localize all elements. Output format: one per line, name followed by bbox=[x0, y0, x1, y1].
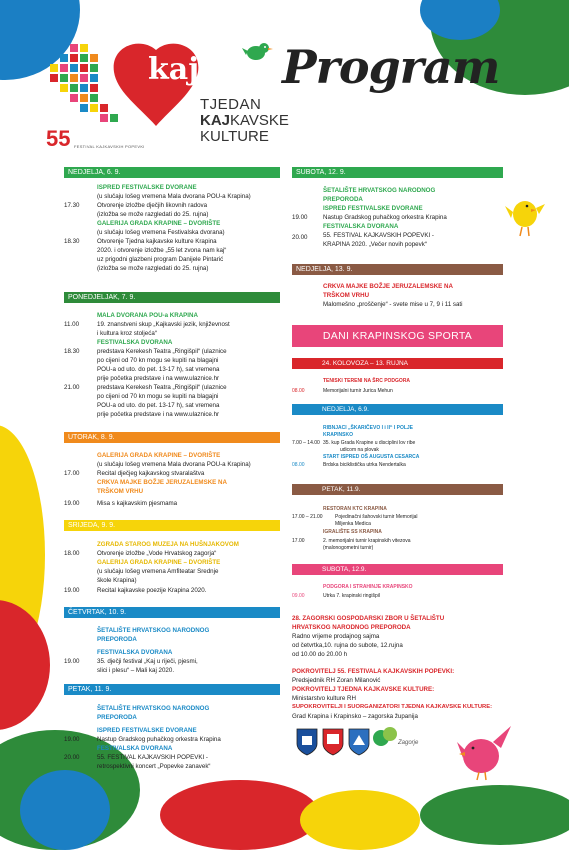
sport-bar-saturday: SUBOTA, 12.9. bbox=[292, 564, 503, 575]
event-time: 17.00 bbox=[292, 538, 305, 544]
venue-text: START ISPRED OŠ AUGUSTA CESARCA bbox=[323, 454, 420, 460]
event-text: Utrka 7. krapinski ringišpil bbox=[323, 593, 380, 599]
event-text: (u slučaju lošeg vremena Mala dvorana POU-a Krapina) bbox=[97, 193, 251, 200]
venue-text: FESTIVALSKA DVORANA bbox=[97, 339, 173, 346]
logo-kavske: KAVSKE bbox=[230, 112, 289, 129]
event-text: Memorijalni turnir Jurica Mehun bbox=[323, 388, 393, 394]
event-time: 19.00 bbox=[64, 587, 80, 594]
sport-days-banner: DANI KRAPINSKOG SPORTA bbox=[292, 325, 503, 347]
event-text: Brdska biciklistička utrka Nendertalka bbox=[323, 462, 406, 468]
event-text: 35. dječji festival „Kaj u riječi, pjesmi, bbox=[97, 658, 198, 665]
day-bar-tuesday: UTORAK, 8. 9. bbox=[64, 432, 280, 443]
venue-text: PREPORODA bbox=[97, 714, 137, 721]
event-text: i kultura kroz stoljeća“ bbox=[97, 330, 157, 337]
zagorje-logo-text: Zagorje bbox=[398, 740, 419, 746]
venue-text: KRAPINSKO bbox=[323, 432, 354, 438]
venue-text: ŠETALIŠTE HRVATSKOG NARODNOG bbox=[97, 627, 210, 634]
event-time: 19.00 bbox=[292, 214, 308, 221]
event-text: prije početka predstave i na www.ulaznice.hr bbox=[97, 375, 220, 382]
event-time: 7.00 – 14.00 bbox=[292, 440, 320, 446]
venue-text: FESTIVALSKA DVORANA bbox=[97, 745, 173, 752]
event-time: 17.00 bbox=[64, 470, 80, 477]
blue-bottom-blob bbox=[20, 770, 110, 850]
event-time: 20.00 bbox=[292, 234, 308, 241]
sponsor-heading: POKROVITELJ TJEDNA KAJKAVSKE KULTURE: bbox=[292, 686, 435, 693]
sponsor-text: Predsjednik RH Zoran Milanović bbox=[292, 677, 381, 684]
venue-text: GALERIJA GRADA KRAPINE – DVORIŠTE bbox=[97, 452, 221, 459]
venue-text: FESTIVALSKA DVORANA bbox=[323, 223, 399, 230]
event-text: 55. FESTIVAL KAJKAVSKIH POPEVKI - bbox=[97, 754, 208, 761]
event-text: Otvorenje Tjedna kajkavske kulture Krapina bbox=[97, 238, 217, 245]
logo-kaj-bold: KAJ bbox=[200, 112, 231, 129]
venue-text: PREPORODA bbox=[97, 636, 137, 643]
day-bar-thursday: ČETVRTAK, 10. 9. bbox=[64, 607, 280, 618]
event-text: retrospektivni koncert „Popevke zanavek“ bbox=[97, 763, 211, 770]
event-time: 20.00 bbox=[64, 754, 80, 761]
coat-of-arms-icon bbox=[296, 728, 318, 756]
venue-text: ISPRED FESTIVALSKE DVORANE bbox=[97, 727, 197, 734]
venue-text: ISPRED FESTIVALSKE DVORANE bbox=[323, 205, 423, 212]
day-bar-monday: PONEDJELJAK, 7. 9. bbox=[64, 292, 280, 303]
yellow-bottom-blob bbox=[300, 790, 420, 850]
event-text: (u slučaju lošeg vremena Festivalska dvorana) bbox=[97, 229, 225, 236]
pink-bird-icon bbox=[455, 722, 513, 782]
event-text: Nastup Gradskog puhačkog orkestra Krapina bbox=[323, 214, 447, 221]
fair-text: od četvrtka,10. rujna do subote, 12.rujna bbox=[292, 642, 403, 649]
event-text: (izložba se može razgledati do 25. rujna) bbox=[97, 265, 209, 272]
event-text: (u slučaju lošeg vremena Mala dvorana POU-a Krapina) bbox=[97, 461, 251, 468]
event-time: 19.00 bbox=[64, 736, 80, 743]
logo-kulture: KULTURE bbox=[200, 128, 269, 145]
event-text: 55. FESTIVAL KAJKAVSKIH POPEVKI - bbox=[323, 232, 434, 239]
event-time: 17.30 bbox=[64, 202, 80, 209]
sponsor-heading: SUPOKROVITELJI I SUORGANIZATORI TJEDNA KAJKAVSKE KULTURE: bbox=[292, 704, 493, 710]
venue-text: IGRALIŠTE SS KRAPINA bbox=[323, 529, 382, 535]
venue-text: ZGRADA STAROG MUZEJA NA HUŠNJAKOVOM bbox=[97, 541, 239, 548]
event-time: 08.00 bbox=[292, 462, 305, 468]
event-text: Nastup Gradskog puhačkog orkestra Krapina bbox=[97, 736, 221, 743]
event-text: POU-a od uto. do pet. 13-17 h), sat vremena bbox=[97, 366, 220, 373]
sport-bar-sunday: NEDJELJA, 6.9. bbox=[292, 404, 503, 415]
event-text: Otvorenje izložbe dječjih likovnih radova bbox=[97, 202, 208, 209]
venue-text: GALERIJA GRADA KRAPINE – DVORIŠTE bbox=[97, 559, 221, 566]
event-time: 18.00 bbox=[64, 550, 80, 557]
venue-text: GALERIJA GRADA KRAPINE – DVORIŠTE bbox=[97, 220, 221, 227]
venue-text: ŠETALIŠTE HRVATSKOG NARODNOG bbox=[97, 705, 210, 712]
fair-text: Radno vrijeme prodajnog sajma bbox=[292, 633, 380, 640]
day-bar-saturday: SUBOTA, 12. 9. bbox=[292, 167, 503, 178]
venue-text: ŠETALIŠTE HRVATSKOG NARODNOG bbox=[323, 187, 436, 194]
coat-of-arms-icon bbox=[322, 728, 344, 756]
logo-tjedan: TJEDAN bbox=[200, 96, 262, 113]
venue-text: RESTORAN KTC KRAPINA bbox=[323, 506, 387, 512]
event-time: 09.00 bbox=[292, 593, 305, 599]
event-text: udicom na plovak bbox=[340, 447, 379, 453]
event-time: 19.00 bbox=[64, 658, 80, 665]
event-text: po cijeni od 70 kn mogu se kupiti na blagajni bbox=[97, 357, 219, 364]
event-text: KRAPINA 2020. „Večer novih popevk“ bbox=[323, 241, 427, 248]
event-text: prije početka predstave i na www.ulaznice.hr bbox=[97, 411, 220, 418]
fair-text: od 10.00 do 20.00 h bbox=[292, 651, 348, 658]
kaj-logo-text: kaj bbox=[148, 52, 200, 87]
day-bar-wednesday: SRIJEDA, 9. 9. bbox=[64, 520, 280, 531]
event-text: uz prigodni glazbeni program Danijele Pintarić bbox=[97, 256, 224, 263]
event-time: 21.00 bbox=[64, 384, 80, 391]
event-text: slici i plesu“ – Mali kaj 2020. bbox=[97, 667, 175, 674]
fair-title: HRVATSKOG NARODNOG PREPORODA bbox=[292, 624, 411, 631]
event-text: 2. memorijalni turnir krapinskih vitezova bbox=[323, 538, 411, 544]
event-time: 19.00 bbox=[64, 500, 80, 507]
sponsor-text: Ministarstvo kulture RH bbox=[292, 695, 356, 702]
day-bar-sunday-6: NEDJELJA, 6. 9. bbox=[64, 167, 280, 178]
venue-text: FESTIVALSKA DVORANA bbox=[97, 649, 173, 656]
venue-text: PODGORA I STRAHINJE KRAPINSKO bbox=[323, 584, 413, 590]
sport-bar-friday: PETAK, 11.9. bbox=[292, 484, 503, 495]
event-time: 17.00 – 21.00 bbox=[292, 514, 323, 520]
logo-kajkavske bbox=[200, 112, 289, 129]
program-title: Program bbox=[282, 40, 500, 94]
red-bottom-blob bbox=[160, 780, 320, 850]
logo-festival-small: FESTIVAL KAJKAVSKIH POPEVKI bbox=[74, 144, 145, 149]
event-text: (izložba se može razgledati do 25. rujna) bbox=[97, 211, 209, 218]
event-text: (u slučaju lošeg vremena Amfiteatar Srednje bbox=[97, 568, 219, 575]
venue-text: TENISKI TERENI NA ŠRC PODGORA bbox=[323, 378, 411, 384]
event-text: škole Krapina) bbox=[97, 577, 137, 584]
zagorje-logo-icon bbox=[372, 724, 398, 748]
sponsor-text: Grad Krapina i Krapinsko – zagorska županija bbox=[292, 713, 418, 720]
venue-text: PREPORODA bbox=[323, 196, 363, 203]
event-time: 08.00 bbox=[292, 388, 305, 394]
event-text: 35. kup Grada Krapine u disciplini lov ribe bbox=[323, 440, 416, 446]
sponsor-heading: POKROVITELJ 55. FESTIVALA KAJKAVSKIH POPEVKI: bbox=[292, 668, 455, 675]
venue-text: ISPRED FESTIVALSKE DVORANE bbox=[97, 184, 197, 191]
event-time: 18.30 bbox=[64, 348, 80, 355]
day-bar-sunday-13: NEDJELJA, 13. 9. bbox=[292, 264, 503, 275]
logo-number-55: 55 bbox=[46, 126, 71, 151]
event-text: Miljenka Medica bbox=[335, 521, 371, 527]
sport-bar-august: 24. KOLOVOZA – 13. RUJNA bbox=[292, 358, 503, 369]
event-text: (malonogometni turnir) bbox=[323, 545, 374, 551]
red-left-blob bbox=[0, 600, 50, 730]
event-text: Pojedinačni šahovski turnir Memorijal bbox=[335, 514, 418, 520]
event-text: Malomešno „proščenje“ - svete mise u 7, 9 i 11 sati bbox=[323, 301, 463, 308]
event-text: 2020. i otvorenje izložbe „55 let zvona nam kaj“ bbox=[97, 247, 227, 254]
event-text: po cijeni od 70 kn mogu se kupiti na blagajni bbox=[97, 393, 219, 400]
event-time: 11.00 bbox=[64, 321, 80, 328]
event-text: Misa s kajkavskim pjesmama bbox=[97, 500, 178, 507]
coat-of-arms-icon bbox=[348, 728, 370, 756]
venue-text: CRKVA MAJKE BOŽJE JERUZALEMSKE NA bbox=[97, 479, 227, 486]
venue-text: TRŠKOM VRHU bbox=[97, 488, 144, 495]
day-bar-friday: PETAK, 11. 9. bbox=[64, 684, 280, 695]
event-text: Recital dječjeg kajkavskog stvaralaštva bbox=[97, 470, 205, 477]
event-text: predstava Kerekesh Teatra „Ringišpil“ (ulaznice bbox=[97, 384, 227, 391]
green-right-blob bbox=[420, 785, 569, 845]
event-text: 19. znanstveni skup „Kajkavski jezik, književnost bbox=[97, 321, 230, 328]
venue-text: MALA DVORANA POU-a KRAPINA bbox=[97, 312, 198, 319]
venue-text: RIBNJACI „ŠKARIČEVO I i II“ I POLJE bbox=[323, 425, 414, 431]
venue-text: TRŠKOM VRHU bbox=[323, 292, 370, 299]
event-text: predstava Kerekesh Teatra „Ringišpil“ (ulaznice bbox=[97, 348, 227, 355]
event-text: Recital kajkavske poezije Krapina 2020. bbox=[97, 587, 207, 594]
event-text: Otvorenje izložbe „Vode Hrvatskog zagorja“ bbox=[97, 550, 217, 557]
fair-title: 28. ZAGORSKI GOSPODARSKI ZBOR U ŠETALIŠTU bbox=[292, 615, 445, 622]
venue-text: CRKVA MAJKE BOŽJE JERUZALEMSKE NA bbox=[323, 283, 453, 290]
event-text: POU-a od uto. do pet. 13-17 h), sat vremena bbox=[97, 402, 220, 409]
green-bird-icon bbox=[242, 38, 274, 66]
event-time: 18.30 bbox=[64, 238, 80, 245]
yellow-bird-icon bbox=[505, 192, 547, 238]
